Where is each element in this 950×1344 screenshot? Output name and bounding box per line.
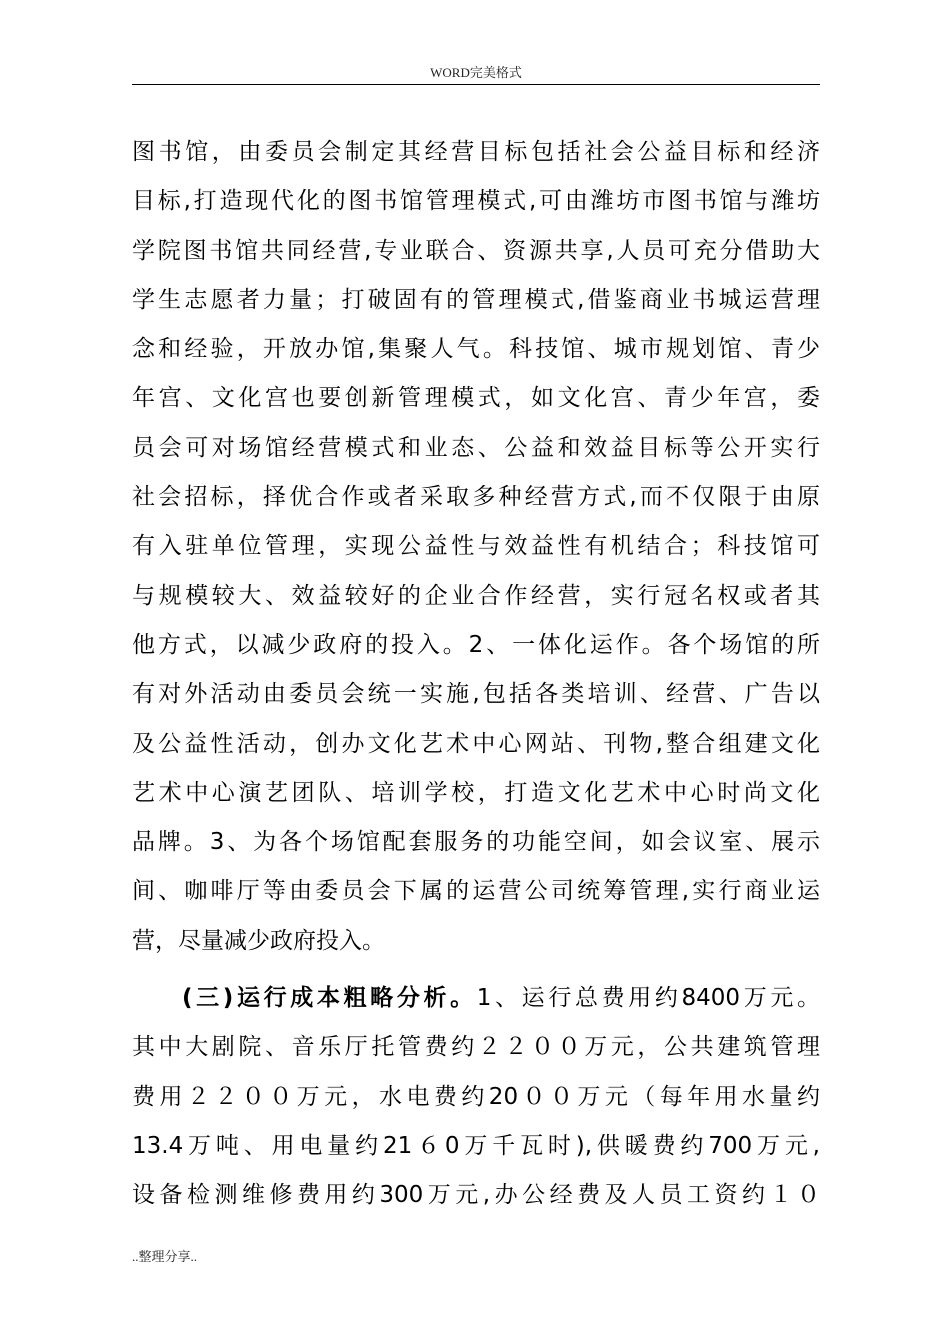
section-first-line xyxy=(132,974,820,1023)
paragraph-line: 间、咖啡厅等由委员会下属的运营公司统筹管理,实行商业运 xyxy=(132,878,820,905)
paragraph-line: 有入驻单位管理，实现公益性与效益性有机结合；科技馆可 xyxy=(132,533,820,560)
header-divider xyxy=(132,84,820,85)
page-header: WORD完美格式 xyxy=(430,65,522,80)
paragraph-line: 费用２２００万元，水电费约20００万元（每年用水量约 xyxy=(132,1083,820,1110)
document-body xyxy=(132,128,820,1221)
paragraph-line: 及公益性活动，创办文化艺术中心网站、刊物,整合组建文化 xyxy=(132,730,820,757)
paragraph-line: 品牌。3、为各个场馆配套服务的功能空间，如会议室、展示 xyxy=(132,829,820,856)
section-first-line-text: 1、运行总费用约8400万元。 xyxy=(476,985,820,1012)
paragraph-line: 社会招标，择优合作或者采取多种经营方式,而不仅限于由原 xyxy=(132,484,820,511)
paragraph-line: 学院图书馆共同经营,专业联合、资源共享,人员可充分借助大 xyxy=(132,237,820,264)
paragraph-line: 学生志愿者力量；打破固有的管理模式,借鉴商业书城运营理 xyxy=(132,286,820,313)
paragraph-line: 图书馆，由委员会制定其经营目标包括社会公益目标和经济 xyxy=(132,139,820,165)
section-heading: (三)运行成本粗略分析。 xyxy=(182,985,477,1012)
paragraph-line: 他方式，以减少政府的投入。2、一体化运作。各个场馆的所 xyxy=(132,631,820,658)
paragraph-line: 与规模较大、效益较好的企业合作经营，实行冠名权或者其 xyxy=(132,582,820,609)
paragraph-line: 营，尽量减少政府投入。 xyxy=(132,927,385,954)
paragraph-line: 年宫、文化宫也要创新管理模式，如文化宫、青少年宫，委 xyxy=(132,385,820,412)
paragraph-line: 其中大剧院、音乐厅托管费约２２００万元，公共建筑管理 xyxy=(132,1034,820,1061)
paragraph-line: 设备检测维修费用约300万元,办公经费及人员工资约１０ xyxy=(132,1182,820,1209)
paragraph-line: 艺术中心演艺团队、培训学校，打造文化艺术中心时尚文化 xyxy=(132,779,820,806)
paragraph-line: 有对外活动由委员会统一实施,包括各类培训、经营、广告以 xyxy=(132,681,820,708)
paragraph-line: 目标,打造现代化的图书馆管理模式,可由潍坊市图书馆与潍坊 xyxy=(132,188,820,215)
paragraph-line: 员会可对场馆经营模式和业态、公益和效益目标等公开实行 xyxy=(132,434,820,461)
page-footer: ..整理分享.. xyxy=(132,1249,198,1264)
paragraph-line: 念和经验，开放办馆,集聚人气。科技馆、城市规划馆、青少 xyxy=(132,336,820,363)
paragraph-line: 13.4万吨、用电量约21６0万千瓦时),供暖费约700万元, xyxy=(132,1132,820,1159)
